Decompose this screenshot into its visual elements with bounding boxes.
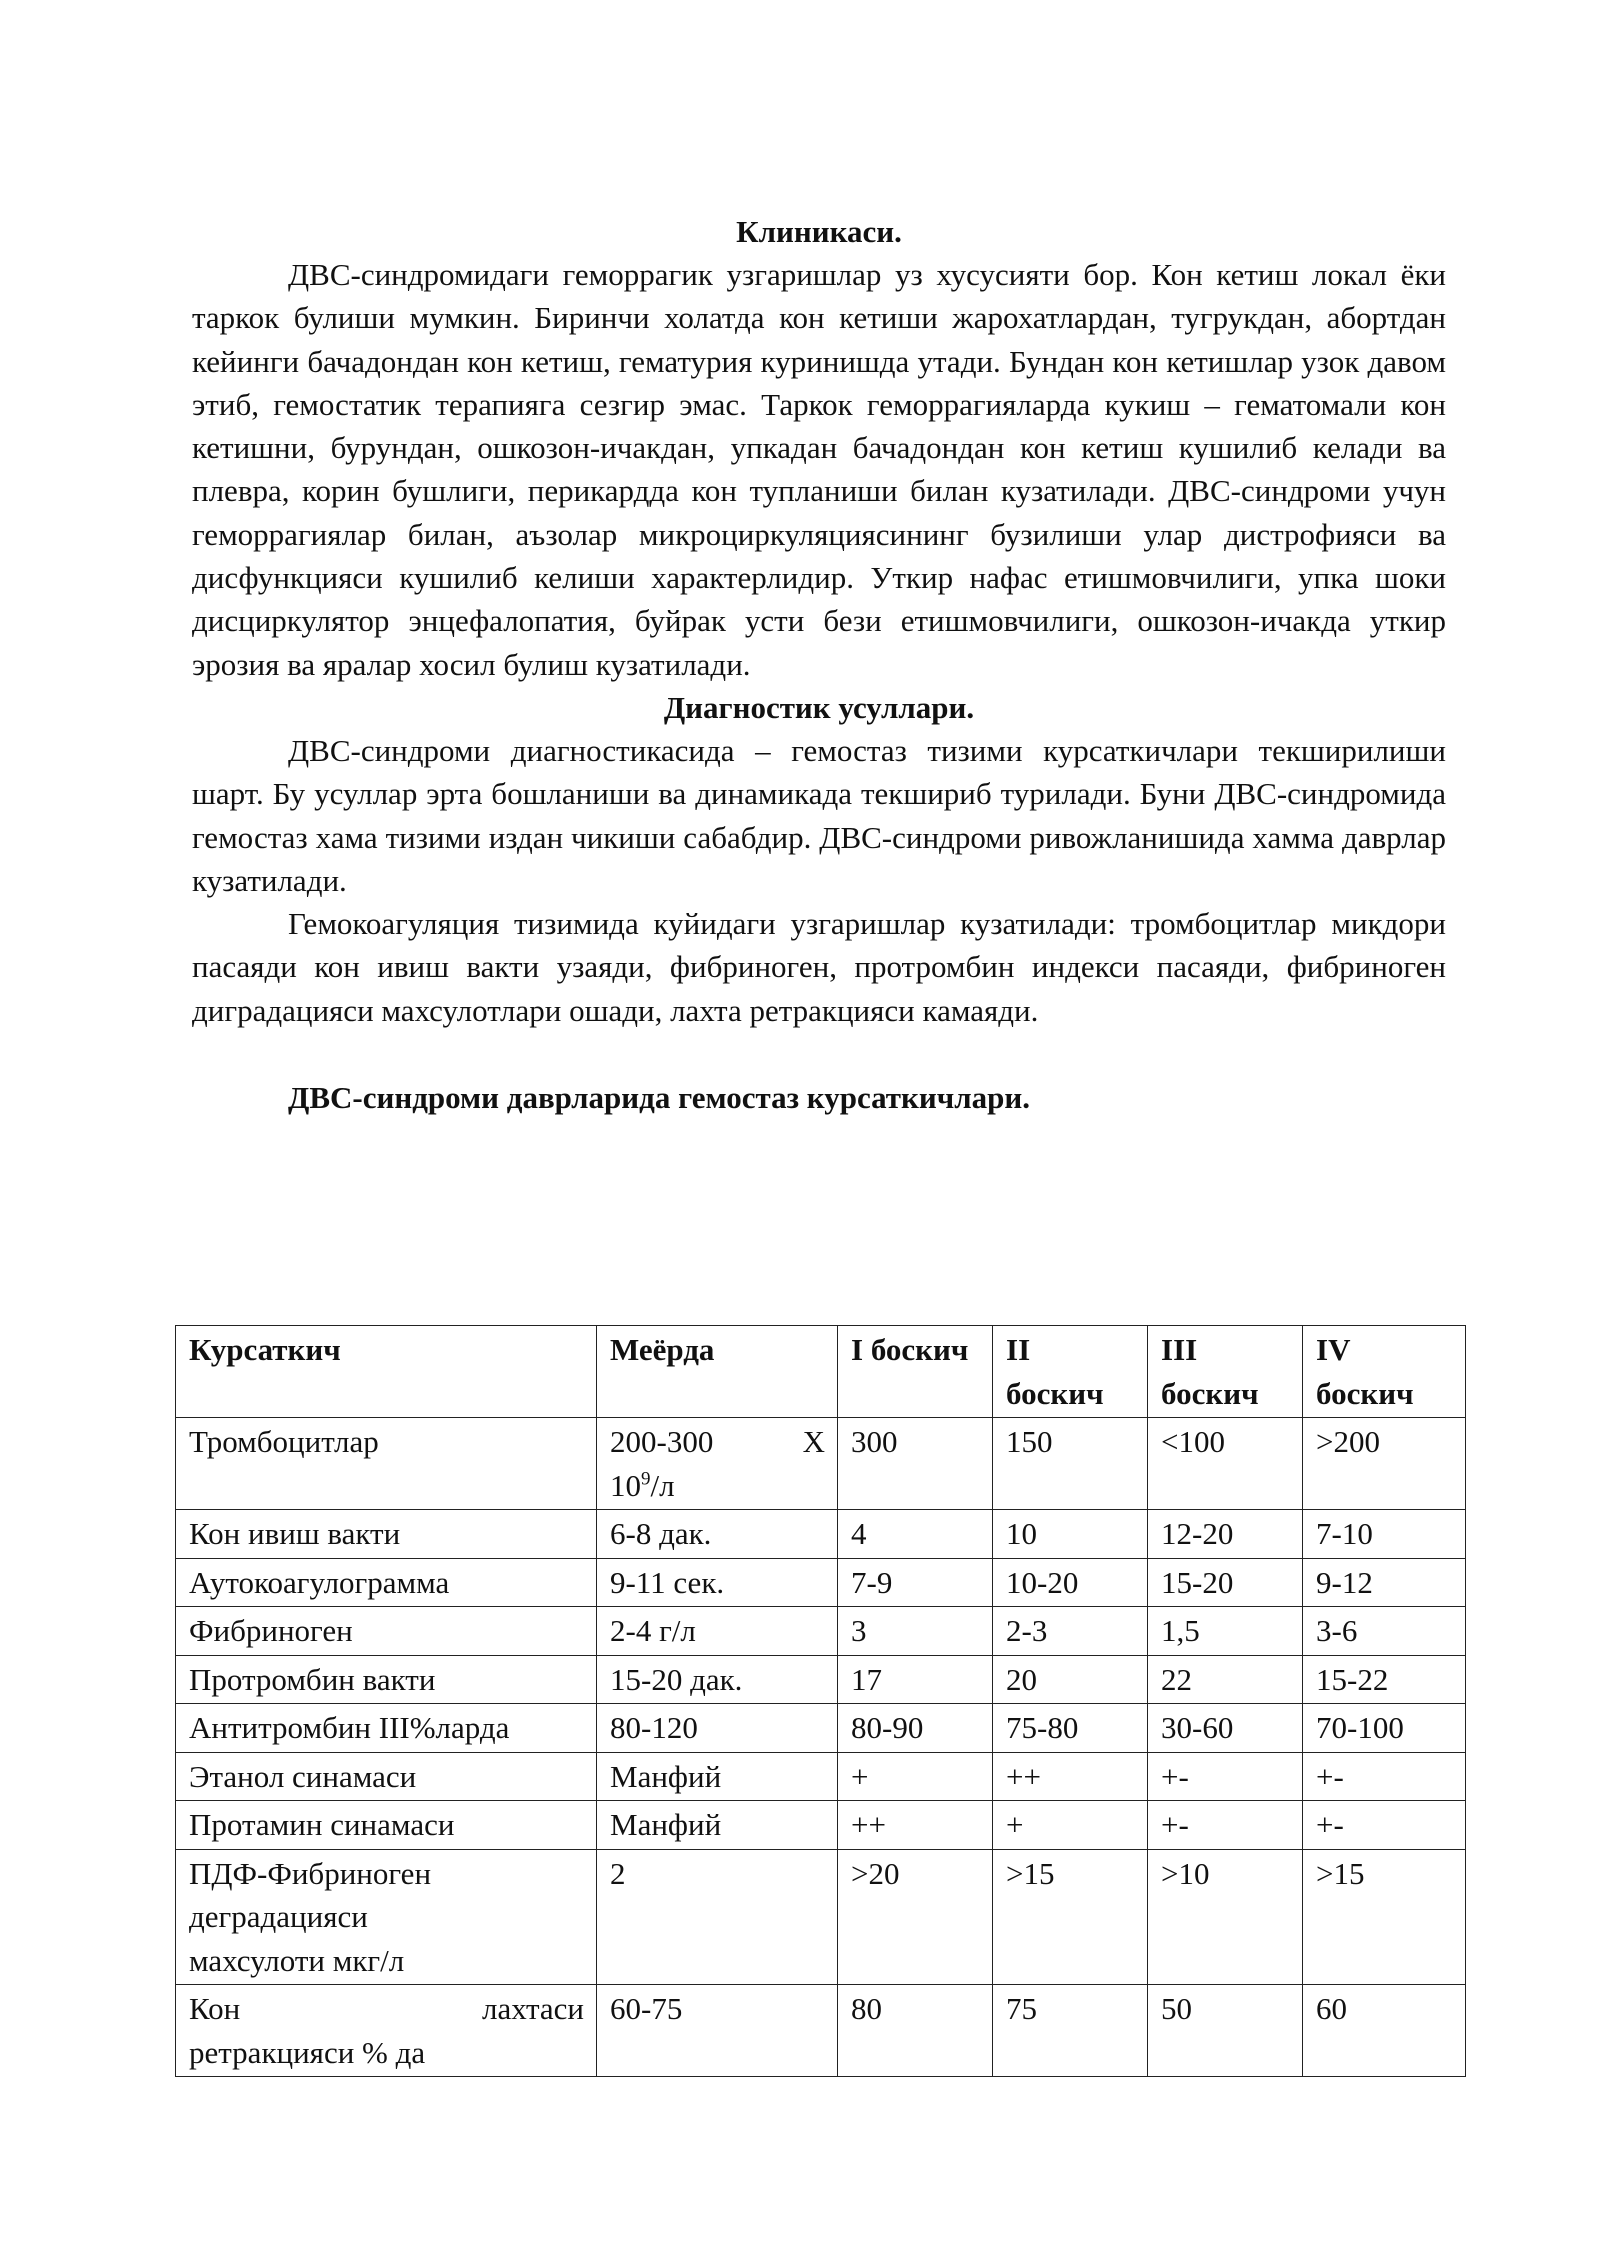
header-stage-2: II боскич <box>993 1326 1148 1418</box>
header-norm: Меёрда <box>597 1326 838 1418</box>
row-norm: 2 <box>597 1849 838 1985</box>
diagnostic-paragraph-2: Гемокоагуляция тизимида куйидаги узгаришлар кузатилади: тромбоцитлар микдори пасаяди кон ивиш вакти узаяди, фибриноген, протромбин индекси пасаяди, фибриноген диградацияси махсулотлари ошади, лахта ретракцияси камаяди. <box>192 906 1446 1028</box>
row-name-line: махсулоти мкг/л <box>189 1942 405 1978</box>
row-stage-2: >15 <box>993 1849 1148 1985</box>
row-norm: 80-120 <box>597 1704 838 1753</box>
row-stage-1: 17 <box>838 1655 993 1704</box>
table-row <box>176 1510 1466 1559</box>
row-norm: 2-4 г/л <box>597 1607 838 1656</box>
norm-base: 10 <box>610 1467 641 1503</box>
row-name: Этанол синамаси <box>176 1752 597 1801</box>
row-name: Тромбоцитлар <box>176 1418 597 1510</box>
table-row <box>176 1849 1466 1985</box>
row-stage-3: >10 <box>1148 1849 1303 1985</box>
section-heading-clinic: Клиникаси. <box>736 214 902 249</box>
document-page <box>192 210 1446 1119</box>
norm-multiplier: Х <box>802 1424 825 1459</box>
row-norm <box>597 1418 838 1510</box>
row-stage-4: 9-12 <box>1303 1558 1466 1607</box>
row-stage-4: +- <box>1303 1801 1466 1850</box>
row-name: Кон ивиш вакти <box>176 1510 597 1559</box>
section-heading-diagnostic: Диагностик усуллари. <box>663 689 975 725</box>
row-name-word: лахтаси <box>482 1991 584 2026</box>
header-indicator: Курсаткич <box>176 1326 597 1418</box>
row-stage-1: 80-90 <box>838 1704 993 1753</box>
row-stage-1: ++ <box>838 1801 993 1850</box>
row-stage-2: 150 <box>993 1418 1148 1510</box>
row-norm: 60-75 <box>597 1985 838 2077</box>
row-stage-3: +- <box>1148 1752 1303 1801</box>
row-name: Антитромбин III%ларда <box>176 1704 597 1753</box>
row-stage-4: 60 <box>1303 1985 1466 2077</box>
row-stage-3: 22 <box>1148 1655 1303 1704</box>
row-stage-4: 3-6 <box>1303 1607 1466 1656</box>
diagnostic-paragraph-1: ДВС-синдроми диагностикасида – гемостаз тизими курсаткичлари текширилиши шарт. Бу усуллар эрта бошланиши ва динамикада текшириб турилади. Буни ДВС-синдромида гемостаз хама тизими издан чикиши сабабдир. ДВС-синдроми ривожланишида хамма даврлар кузатилади. <box>192 732 1446 898</box>
table-row <box>176 1558 1466 1607</box>
row-stage-2: 75-80 <box>993 1704 1148 1753</box>
row-stage-1: 4 <box>838 1510 993 1559</box>
row-stage-2: 2-3 <box>993 1607 1148 1656</box>
row-stage-3: 30-60 <box>1148 1704 1303 1753</box>
row-name: Аутокоагулограмма <box>176 1558 597 1607</box>
row-name-line: деградацияси <box>189 1899 368 1934</box>
row-stage-2: 10-20 <box>993 1558 1148 1607</box>
header-stage-3: III боскич <box>1148 1326 1303 1418</box>
row-norm: 15-20 дак. <box>597 1655 838 1704</box>
table-header-row <box>176 1326 1466 1418</box>
row-stage-2: ++ <box>993 1752 1148 1801</box>
row-stage-1: + <box>838 1752 993 1801</box>
row-stage-4: >15 <box>1303 1849 1466 1985</box>
row-stage-1: >20 <box>838 1849 993 1985</box>
table-title: ДВС-синдроми даврларида гемостаз курсаткичлари. <box>288 1080 1030 1116</box>
row-name-line: ретракцияси % да <box>189 2034 426 2070</box>
row-stage-3: 15-20 <box>1148 1558 1303 1607</box>
row-name-word: Кон <box>189 1991 241 2026</box>
row-name: Протамин синамаси <box>176 1801 597 1850</box>
table-row <box>176 1801 1466 1850</box>
hemostasis-table <box>175 1325 1466 2077</box>
row-norm: Манфий <box>597 1801 838 1850</box>
row-name <box>176 1985 597 2077</box>
table-row <box>176 1704 1466 1753</box>
row-stage-1: 3 <box>838 1607 993 1656</box>
row-stage-4: 7-10 <box>1303 1510 1466 1559</box>
row-stage-3: 50 <box>1148 1985 1303 2077</box>
clinic-paragraph: ДВС-синдромидаги геморрагик узгаришлар уз хусусияти бор. Кон кетиш локал ёки таркок булиши мумкин. Биринчи холатда кон кетиши жарохатлардан, тугрукдан, абортдан кейинги бачадондан кон кетиш, гематурия куринишда утади. Бундан кон кетишлар узок давом этиб, гемостатик терапияга сезгир эмас. Таркок геморрагияларда кукиш – гематомали кон кетишни, бурундан, ошкозон-ичакдан, упкадан бачадондан кон кетиш кушилиб келади ва плевра, корин бушлиги, перикардда кон тупланиши билан кузатилади. ДВС-синдроми учун геморрагиялар билан, аъзолар микроциркуляциясининг бузилиши улар дистрофияси ва дисфункцияси кушилиб келиши характерлидир. Уткир нафас етишмовчилиги, упка шоки дисциркулятор энцефалопатия, буйрак усти бези етишмовчилиги, ошкозон-ичакда уткир эрозия ва яралар хосил булиш кузатилади. <box>192 257 1446 682</box>
row-stage-4: >200 <box>1303 1418 1466 1510</box>
row-stage-4: 70-100 <box>1303 1704 1466 1753</box>
table-row <box>176 1655 1466 1704</box>
row-name-line: ПДФ-Фибриноген <box>189 1855 432 1891</box>
row-stage-2: 75 <box>993 1985 1148 2077</box>
table-row <box>176 1752 1466 1801</box>
row-stage-1: 7-9 <box>838 1558 993 1607</box>
row-stage-4: 15-22 <box>1303 1655 1466 1704</box>
norm-exponent: 9 <box>641 1468 651 1490</box>
header-stage-1: I боскич <box>838 1326 993 1418</box>
row-stage-1: 80 <box>838 1985 993 2077</box>
norm-unit: /л <box>650 1467 675 1503</box>
table-row <box>176 1418 1466 1510</box>
row-stage-4: +- <box>1303 1752 1466 1801</box>
row-stage-2: 20 <box>993 1655 1148 1704</box>
row-stage-3: 12-20 <box>1148 1510 1303 1559</box>
row-stage-2: 10 <box>993 1510 1148 1559</box>
row-name: Фибриноген <box>176 1607 597 1656</box>
row-stage-3: <100 <box>1148 1418 1303 1510</box>
header-stage-4: IV боскич <box>1303 1326 1466 1418</box>
row-stage-3: 1,5 <box>1148 1607 1303 1656</box>
table-row <box>176 1607 1466 1656</box>
row-stage-2: + <box>993 1801 1148 1850</box>
row-norm: 9-11 сек. <box>597 1558 838 1607</box>
norm-range: 200-300 <box>610 1424 714 1459</box>
row-name <box>176 1849 597 1985</box>
row-name: Протромбин вакти <box>176 1655 597 1704</box>
row-stage-3: +- <box>1148 1801 1303 1850</box>
row-stage-1: 300 <box>838 1418 993 1510</box>
table-row <box>176 1985 1466 2077</box>
row-norm: 6-8 дак. <box>597 1510 838 1559</box>
row-norm: Манфий <box>597 1752 838 1801</box>
